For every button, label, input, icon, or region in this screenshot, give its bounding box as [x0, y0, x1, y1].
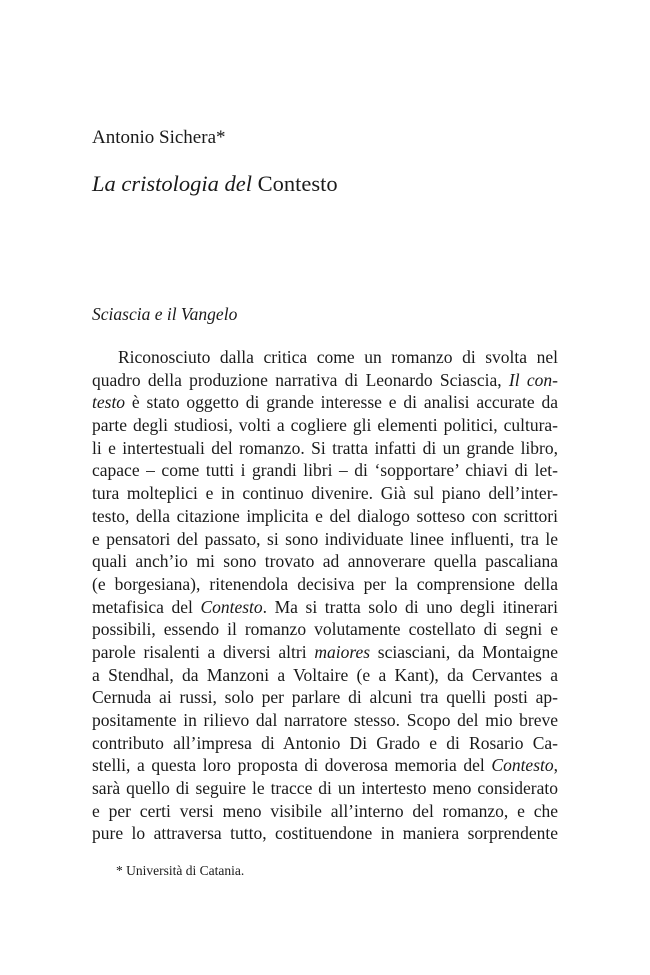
- text-line: [92, 822, 558, 845]
- text-line: [92, 459, 558, 482]
- text-run: è stato oggetto di grande interesse e di analisi accurate da: [125, 392, 558, 413]
- text-line: [92, 482, 558, 505]
- text-line: [92, 754, 558, 777]
- text-line: [92, 414, 558, 437]
- text-run: sciasciani, da Montaigne: [370, 641, 558, 662]
- text-run: Riconosciuto dalla critica come un romanzo di svolta nel: [118, 347, 558, 367]
- text-run: contributo all’impresa di Antonio Di Grado e di Rosario Ca-: [92, 732, 558, 753]
- text-run: quadro della produzione narrativa di Leonardo Sciascia,: [92, 369, 509, 390]
- text-run: tura molteplici e in continuo divenire. Già sul piano dell’inter-: [92, 483, 558, 504]
- text-run: positamente in rilievo dal narratore stesso. Scopo del mio breve: [92, 710, 558, 730]
- italic-text: Contesto: [491, 755, 554, 776]
- body-paragraph: [92, 346, 558, 845]
- text-line: [92, 709, 558, 732]
- text-line: [92, 573, 558, 596]
- text-run: Cernuda ai russi, solo per parlare di alcuni tra quelli posti ap-: [92, 687, 558, 708]
- italic-text: Il con-: [508, 369, 558, 390]
- text-line: [92, 369, 558, 392]
- text-run: stelli, a questa loro proposta di doverosa memoria del: [92, 755, 492, 776]
- text-line: [92, 437, 558, 460]
- text-line: [92, 800, 558, 823]
- text-run: . Ma si tratta solo di uno degli itinerari: [262, 596, 558, 617]
- text-run: possibili, essendo il romanzo volutamente costellato di segni e: [92, 619, 558, 640]
- footnote: * Università di Catania.: [116, 863, 245, 878]
- text-run: parole risalenti a diversi altri: [92, 641, 315, 662]
- text-line: [92, 550, 558, 573]
- italic-text: Contesto: [200, 596, 263, 617]
- text-line: [92, 732, 558, 755]
- text-run: (e borgesiana), ritenendola decisiva per la comprensione della: [92, 573, 558, 594]
- italic-text: maiores: [314, 641, 371, 662]
- text-run: testo, della citazione implicita e del dialogo sotteso con scrittori: [92, 505, 558, 526]
- text-line: [92, 596, 558, 619]
- text-line: [92, 664, 558, 687]
- text-run: e per certi versi meno visibile all’interno del romanzo, e che: [92, 800, 558, 821]
- text-run: li e intertestuali del romanzo. Si tratta infatti di un grande libro,: [92, 437, 558, 458]
- text-run: e pensatori del passato, si sono individuate linee influenti, tra le: [92, 528, 558, 549]
- title-roman-part: Contesto: [257, 171, 338, 196]
- text-line: [92, 391, 558, 414]
- text-line: [92, 528, 558, 551]
- text-run: quali anch’io mi sono trovato ad annoverare quella pascaliana: [92, 551, 558, 572]
- section-heading: Sciascia e il Vangelo: [92, 304, 238, 324]
- text-line: [92, 618, 558, 641]
- text-run: parte degli studiosi, volti a cogliere gli elementi politici, cultura-: [92, 415, 558, 436]
- text-run: sarà quello di seguire le tracce di un intertesto meno considerato: [92, 778, 558, 799]
- text-line: [92, 777, 558, 800]
- text-line: [92, 505, 558, 528]
- text-line: [92, 641, 558, 664]
- author-name: Antonio Sichera*: [92, 127, 226, 148]
- text-run: a Stendhal, da Manzoni a Voltaire (e a Kant), da Cervantes a: [92, 664, 558, 685]
- text-run: metafisica del: [92, 596, 201, 617]
- text-line: [92, 686, 558, 709]
- title-italic-part: La cristologia del: [92, 171, 253, 196]
- text-run: pure lo attraversa tutto, costituendone in maniera sorprendente: [92, 823, 558, 844]
- text-run: capace – come tutti i grandi libri – di ‘sopportare’ chiavi di let-: [92, 460, 558, 481]
- article-title: [92, 170, 338, 198]
- text-line: [92, 346, 558, 369]
- text-run: ,: [553, 755, 558, 776]
- italic-text: testo: [92, 392, 126, 413]
